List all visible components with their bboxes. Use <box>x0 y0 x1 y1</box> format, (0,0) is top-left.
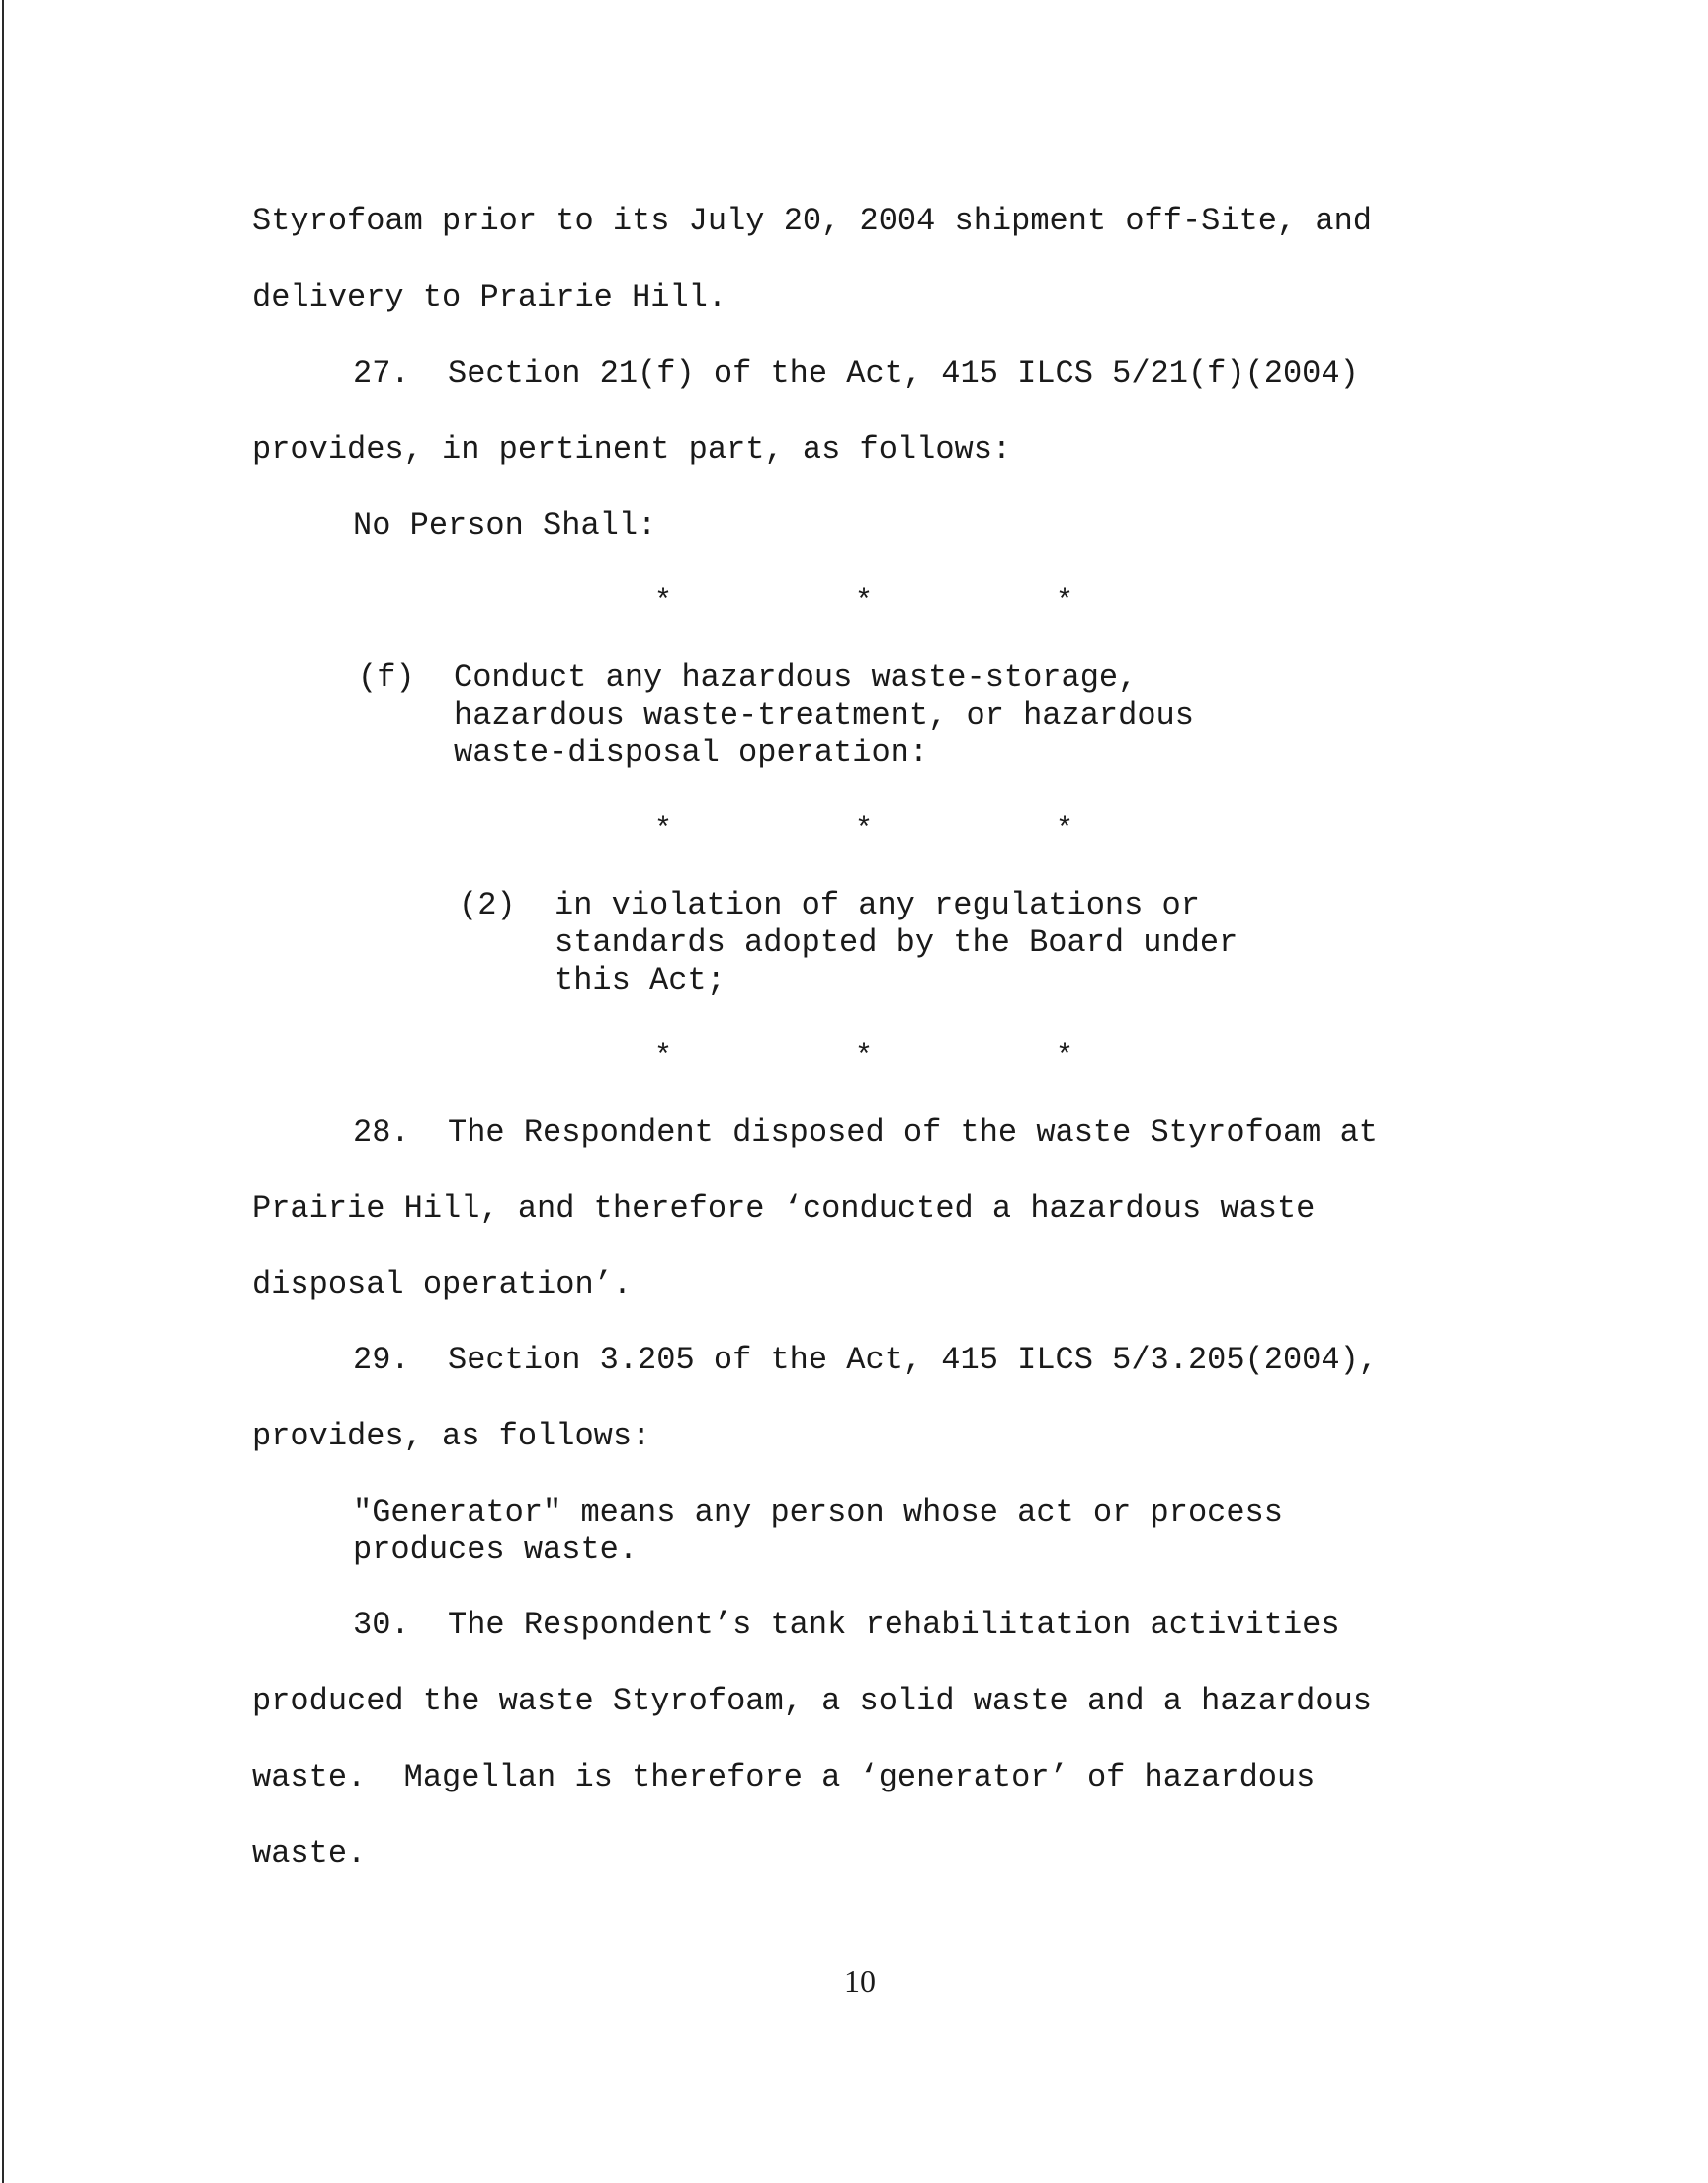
p27-line-2: provides, in pertinent part, as follows: <box>252 431 1012 468</box>
subsection-f-line-2: hazardous waste-treatment, or hazardous <box>454 697 1194 734</box>
p28-line-3: disposal operation’. <box>252 1266 633 1303</box>
ellipsis-star: * <box>855 813 874 846</box>
ellipsis-star: * <box>1056 813 1074 846</box>
subsection-f-line-3: waste-disposal operation: <box>454 735 929 771</box>
p26-line-1: Styrofoam prior to its July 20, 2004 shipment off-Site, and <box>252 203 1372 239</box>
subsection-2-line-3: this Act; <box>555 962 726 999</box>
p27-line-1: 27. Section 21(f) of the Act, 415 ILCS 5/21(f)(2004) <box>353 355 1359 392</box>
p30-line-2: produced the waste Styrofoam, a solid waste and a hazardous <box>252 1683 1372 1719</box>
ellipsis-star: * <box>654 585 673 619</box>
p26-line-2: delivery to Prairie Hill. <box>252 279 727 315</box>
ellipsis-star: * <box>855 585 874 619</box>
p28-line-1: 28. The Respondent disposed of the waste Styrofoam at <box>353 1114 1378 1151</box>
subsection-f-line-1: Conduct any hazardous waste-storage, <box>454 659 1138 696</box>
p30-line-4: waste. <box>252 1835 367 1872</box>
ellipsis-star: * <box>1056 585 1074 619</box>
subsection-2-line-1: in violation of any regulations or <box>555 887 1200 923</box>
p28-line-2: Prairie Hill, and therefore ‘conducted a hazardous waste <box>252 1190 1316 1227</box>
ellipsis-star: * <box>1056 1040 1074 1074</box>
page-edge-line <box>2 0 4 2183</box>
quote1-intro: No Person Shall: <box>353 507 657 544</box>
quote2-line-2: produces waste. <box>353 1531 639 1568</box>
ellipsis-star: * <box>654 813 673 846</box>
page-number: 10 <box>844 1964 876 1999</box>
p29-line-1: 29. Section 3.205 of the Act, 415 ILCS 5/3.205(2004), <box>353 1342 1378 1378</box>
p30-line-3: waste. Magellan is therefore a ‘generator’ of hazardous <box>252 1759 1316 1795</box>
quote2-line-1: "Generator" means any person whose act or process <box>353 1494 1283 1530</box>
subsection-2-label: (2) <box>459 887 516 923</box>
p30-line-1: 30. The Respondent’s tank rehabilitation activities <box>353 1607 1340 1643</box>
ellipsis-star: * <box>654 1040 673 1074</box>
subsection-f-label: (f) <box>358 659 415 696</box>
ellipsis-star: * <box>855 1040 874 1074</box>
p29-line-2: provides, as follows: <box>252 1418 651 1454</box>
subsection-2-line-2: standards adopted by the Board under <box>555 924 1238 961</box>
